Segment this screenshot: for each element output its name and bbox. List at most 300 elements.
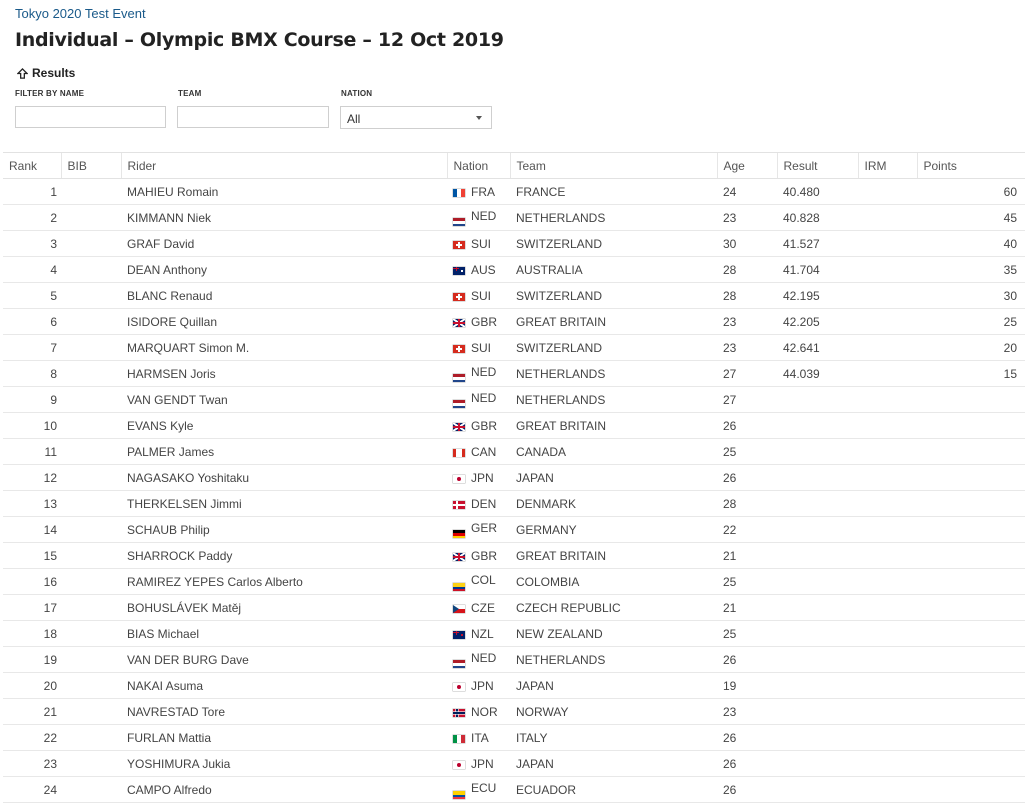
cell-points: 20: [917, 335, 1025, 361]
cell-bib: [61, 335, 121, 361]
nation-code: CAN: [471, 444, 497, 459]
table-row[interactable]: [3, 569, 1025, 595]
table-row[interactable]: [3, 465, 1025, 491]
nation-code: DEN: [471, 496, 497, 511]
cell-rank: 5: [3, 283, 61, 309]
cell-irm: [858, 387, 917, 413]
column-header-age[interactable]: Age: [717, 153, 777, 179]
cell-team: SWITZERLAND: [510, 231, 717, 257]
flag-jpn-icon: [453, 761, 465, 769]
cell-points: [917, 517, 1025, 543]
cell-rank: 24: [3, 777, 61, 803]
cell-rider[interactable]: MAHIEU Romain: [121, 179, 447, 205]
flag-aus-icon: [453, 267, 465, 275]
cell-bib: [61, 673, 121, 699]
table-row[interactable]: [3, 257, 1025, 283]
cell-points: 45: [917, 205, 1025, 231]
cell-rank: 8: [3, 361, 61, 387]
cell-result: [777, 543, 858, 569]
cell-irm: [858, 621, 917, 647]
cell-irm: [858, 205, 917, 231]
cell-rider[interactable]: VAN DER BURG Dave: [121, 647, 447, 673]
cell-result: [777, 595, 858, 621]
nation-select-value: All: [347, 112, 361, 126]
cell-nation: [447, 439, 510, 465]
flag-sui-icon: [453, 345, 465, 353]
cell-rank: 15: [3, 543, 61, 569]
cell-team: GERMANY: [510, 517, 717, 543]
cell-result: [777, 387, 858, 413]
cell-bib: [61, 439, 121, 465]
cell-irm: [858, 439, 917, 465]
column-header-rider[interactable]: Rider: [121, 153, 447, 179]
cell-result: [777, 699, 858, 725]
cell-age: 28: [717, 283, 777, 309]
cell-rider[interactable]: ISIDORE Quillan: [121, 309, 447, 335]
nation-code: NED: [471, 208, 497, 223]
table-row[interactable]: [3, 335, 1025, 361]
cell-points: [917, 699, 1025, 725]
table-row[interactable]: [3, 309, 1025, 335]
nation-code: GBR: [471, 314, 498, 329]
cell-rank: 12: [3, 465, 61, 491]
nation-code: JPN: [471, 470, 494, 485]
table-row[interactable]: [3, 725, 1025, 751]
cell-age: 25: [717, 621, 777, 647]
cell-age: 26: [717, 751, 777, 777]
flag-den-icon: [453, 501, 465, 509]
cell-bib: [61, 595, 121, 621]
cell-bib: [61, 309, 121, 335]
nation-code: GBR: [471, 548, 498, 563]
cell-irm: [858, 257, 917, 283]
cell-nation: [447, 179, 510, 205]
cell-rider[interactable]: BOHUSLÁVEK Matěj: [121, 595, 447, 621]
nation-code: JPN: [471, 756, 494, 771]
table-row[interactable]: [3, 439, 1025, 465]
cell-bib: [61, 179, 121, 205]
cell-result: [777, 777, 858, 803]
column-header-team[interactable]: Team: [510, 153, 717, 179]
cell-result: 44.039: [777, 361, 858, 387]
cell-nation: [447, 465, 510, 491]
cell-age: 24: [717, 179, 777, 205]
nation-code: GBR: [471, 418, 498, 433]
cell-nation: [447, 751, 510, 777]
flag-jpn-icon: [453, 475, 465, 483]
cell-team: NETHERLANDS: [510, 361, 717, 387]
cell-age: 19: [717, 673, 777, 699]
cell-result: [777, 647, 858, 673]
cell-rank: 10: [3, 413, 61, 439]
cell-age: 28: [717, 257, 777, 283]
cell-nation: [447, 387, 510, 413]
event-link[interactable]: Tokyo 2020 Test Event: [15, 6, 146, 21]
cell-points: 25: [917, 309, 1025, 335]
cell-age: 25: [717, 439, 777, 465]
cell-rider[interactable]: NAVRESTAD Tore: [121, 699, 447, 725]
cell-result: [777, 673, 858, 699]
cell-rider[interactable]: YOSHIMURA Jukia: [121, 751, 447, 777]
cell-nation: [447, 309, 510, 335]
cell-result: [777, 413, 858, 439]
cell-age: 27: [717, 387, 777, 413]
cell-irm: [858, 699, 917, 725]
cell-points: [917, 387, 1025, 413]
cell-rider[interactable]: SHARROCK Paddy: [121, 543, 447, 569]
flag-can-icon: [453, 449, 465, 457]
cell-nation: [447, 595, 510, 621]
table-row[interactable]: [3, 491, 1025, 517]
flag-nzl-icon: [453, 631, 465, 639]
cell-nation: [447, 517, 510, 543]
cell-result: [777, 517, 858, 543]
nation-code: NED: [471, 390, 497, 405]
cell-rank: 17: [3, 595, 61, 621]
nation-code: COL: [471, 572, 496, 587]
flag-ita-icon: [453, 735, 465, 743]
flag-ned-icon: [453, 400, 465, 408]
cell-team: NETHERLANDS: [510, 205, 717, 231]
nation-code: GER: [471, 520, 498, 535]
cell-rank: 1: [3, 179, 61, 205]
column-header-rank[interactable]: Rank: [3, 153, 61, 179]
cell-rider[interactable]: HARMSEN Joris: [121, 361, 447, 387]
flag-col-icon: [453, 583, 465, 591]
cell-rider[interactable]: NAGASAKO Yoshitaku: [121, 465, 447, 491]
cell-nation: [447, 205, 510, 231]
cell-nation: [447, 543, 510, 569]
cell-age: 23: [717, 205, 777, 231]
cell-bib: [61, 777, 121, 803]
cell-rider[interactable]: THERKELSEN Jimmi: [121, 491, 447, 517]
table-row[interactable]: [3, 543, 1025, 569]
cell-rank: 14: [3, 517, 61, 543]
cell-bib: [61, 725, 121, 751]
cell-irm: [858, 569, 917, 595]
cell-team: ECUADOR: [510, 777, 717, 803]
cell-age: 26: [717, 465, 777, 491]
filter-team-label: TEAM: [178, 89, 202, 98]
cell-bib: [61, 387, 121, 413]
cell-bib: [61, 413, 121, 439]
cell-age: 23: [717, 699, 777, 725]
filter-name-input[interactable]: [15, 106, 166, 128]
nation-code: NOR: [471, 704, 498, 719]
cell-irm: [858, 413, 917, 439]
results-heading-label: Results: [32, 66, 76, 80]
cell-rank: 19: [3, 647, 61, 673]
cell-points: [917, 543, 1025, 569]
table-row[interactable]: [3, 231, 1025, 257]
table-row[interactable]: [3, 621, 1025, 647]
cell-bib: [61, 465, 121, 491]
cell-bib: [61, 257, 121, 283]
cell-points: 40: [917, 231, 1025, 257]
cell-nation: [447, 361, 510, 387]
cell-irm: [858, 777, 917, 803]
table-row[interactable]: [3, 595, 1025, 621]
cell-irm: [858, 361, 917, 387]
cell-rider[interactable]: CAMPO Alfredo: [121, 777, 447, 803]
nation-code: SUI: [471, 236, 492, 251]
cell-rank: 16: [3, 569, 61, 595]
cell-nation: [447, 283, 510, 309]
cell-points: 30: [917, 283, 1025, 309]
cell-points: [917, 413, 1025, 439]
flag-ecu-icon: [453, 791, 465, 799]
cell-rider[interactable]: VAN GENDT Twan: [121, 387, 447, 413]
cell-irm: [858, 673, 917, 699]
cell-points: [917, 569, 1025, 595]
cell-irm: [858, 751, 917, 777]
cell-result: [777, 439, 858, 465]
cell-age: 26: [717, 725, 777, 751]
flag-gbr-icon: [453, 423, 465, 431]
cell-points: [917, 751, 1025, 777]
nation-code: NZL: [471, 626, 494, 641]
cell-rank: 18: [3, 621, 61, 647]
table-row[interactable]: [3, 283, 1025, 309]
cell-result: 41.704: [777, 257, 858, 283]
cell-points: [917, 673, 1025, 699]
cell-result: 41.527: [777, 231, 858, 257]
table-row[interactable]: [3, 699, 1025, 725]
cell-result: [777, 725, 858, 751]
table-row[interactable]: [3, 205, 1025, 231]
filter-name-label: FILTER BY NAME: [15, 89, 85, 98]
table-row[interactable]: [3, 673, 1025, 699]
chevron-down-icon: [476, 116, 482, 120]
cell-rider[interactable]: SCHAUB Philip: [121, 517, 447, 543]
table-row[interactable]: [3, 387, 1025, 413]
table-row[interactable]: [3, 751, 1025, 777]
cell-team: CZECH REPUBLIC: [510, 595, 717, 621]
cell-team: SWITZERLAND: [510, 335, 717, 361]
cell-nation: [447, 647, 510, 673]
cell-rider[interactable]: DEAN Anthony: [121, 257, 447, 283]
cell-points: [917, 439, 1025, 465]
cell-nation: [447, 699, 510, 725]
cell-points: 15: [917, 361, 1025, 387]
cell-irm: [858, 335, 917, 361]
cell-rank: 21: [3, 699, 61, 725]
cell-rider[interactable]: RAMIREZ YEPES Carlos Alberto: [121, 569, 447, 595]
flag-fra-icon: [453, 189, 465, 197]
flag-sui-icon: [453, 293, 465, 301]
cell-rider[interactable]: GRAF David: [121, 231, 447, 257]
cell-team: JAPAN: [510, 751, 717, 777]
nation-code: CZE: [471, 600, 495, 615]
cell-irm: [858, 179, 917, 205]
cell-result: [777, 621, 858, 647]
cell-team: SWITZERLAND: [510, 283, 717, 309]
results-toggle-icon: [17, 68, 28, 79]
cell-bib: [61, 361, 121, 387]
cell-nation: [447, 491, 510, 517]
cell-rider[interactable]: EVANS Kyle: [121, 413, 447, 439]
cell-nation: [447, 621, 510, 647]
cell-irm: [858, 231, 917, 257]
cell-rank: 4: [3, 257, 61, 283]
cell-result: [777, 465, 858, 491]
nation-select[interactable]: [340, 106, 492, 129]
cell-age: 21: [717, 595, 777, 621]
cell-bib: [61, 231, 121, 257]
filter-team-input[interactable]: [177, 106, 329, 128]
cell-team: GREAT BRITAIN: [510, 543, 717, 569]
cell-team: NETHERLANDS: [510, 647, 717, 673]
cell-bib: [61, 647, 121, 673]
cell-nation: [447, 777, 510, 803]
column-header-points[interactable]: Points: [917, 153, 1025, 179]
cell-bib: [61, 491, 121, 517]
cell-result: 40.480: [777, 179, 858, 205]
cell-age: 25: [717, 569, 777, 595]
nation-code: SUI: [471, 288, 492, 303]
cell-bib: [61, 283, 121, 309]
cell-rider[interactable]: BLANC Renaud: [121, 283, 447, 309]
flag-cze-icon: [453, 605, 465, 613]
cell-age: 21: [717, 543, 777, 569]
cell-rider[interactable]: NAKAI Asuma: [121, 673, 447, 699]
cell-result: 42.641: [777, 335, 858, 361]
cell-rank: 20: [3, 673, 61, 699]
cell-rank: 13: [3, 491, 61, 517]
cell-rank: 22: [3, 725, 61, 751]
cell-team: JAPAN: [510, 673, 717, 699]
flag-sui-icon: [453, 241, 465, 249]
page-title: Individual – Olympic BMX Course – 12 Oct 2019: [15, 29, 504, 51]
cell-result: [777, 751, 858, 777]
column-header-bib[interactable]: BIB: [61, 153, 121, 179]
cell-irm: [858, 517, 917, 543]
cell-rider[interactable]: PALMER James: [121, 439, 447, 465]
flag-ger-icon: [453, 530, 465, 538]
cell-age: 30: [717, 231, 777, 257]
column-header-result[interactable]: Result: [777, 153, 858, 179]
cell-points: 35: [917, 257, 1025, 283]
filter-nation-label: NATION: [341, 89, 373, 98]
cell-nation: [447, 257, 510, 283]
cell-team: GREAT BRITAIN: [510, 413, 717, 439]
cell-irm: [858, 491, 917, 517]
results-table-body: [3, 179, 1025, 803]
cell-team: FRANCE: [510, 179, 717, 205]
cell-nation: [447, 725, 510, 751]
cell-rider[interactable]: MARQUART Simon M.: [121, 335, 447, 361]
cell-bib: [61, 751, 121, 777]
nation-code: NED: [471, 650, 497, 665]
nation-code: ECU: [471, 780, 497, 795]
cell-points: [917, 777, 1025, 803]
results-heading[interactable]: [17, 66, 75, 80]
cell-irm: [858, 725, 917, 751]
nation-code: JPN: [471, 678, 494, 693]
cell-points: [917, 647, 1025, 673]
cell-bib: [61, 569, 121, 595]
cell-rank: 2: [3, 205, 61, 231]
cell-points: 60: [917, 179, 1025, 205]
cell-team: AUSTRALIA: [510, 257, 717, 283]
cell-points: [917, 621, 1025, 647]
flag-ned-icon: [453, 374, 465, 382]
flag-ned-icon: [453, 660, 465, 668]
cell-irm: [858, 283, 917, 309]
cell-rider[interactable]: FURLAN Mattia: [121, 725, 447, 751]
cell-points: [917, 491, 1025, 517]
cell-bib: [61, 621, 121, 647]
cell-result: 42.195: [777, 283, 858, 309]
cell-result: [777, 491, 858, 517]
cell-age: 26: [717, 647, 777, 673]
table-row[interactable]: [3, 777, 1025, 803]
cell-team: NETHERLANDS: [510, 387, 717, 413]
flag-jpn-icon: [453, 683, 465, 691]
cell-age: 23: [717, 309, 777, 335]
column-header-nation[interactable]: Nation: [447, 153, 510, 179]
cell-rider[interactable]: BIAS Michael: [121, 621, 447, 647]
cell-age: 26: [717, 413, 777, 439]
cell-team: GREAT BRITAIN: [510, 309, 717, 335]
table-row[interactable]: [3, 413, 1025, 439]
column-header-irm[interactable]: IRM: [858, 153, 917, 179]
table-row[interactable]: [3, 647, 1025, 673]
cell-result: 40.828: [777, 205, 858, 231]
cell-rider[interactable]: KIMMANN Niek: [121, 205, 447, 231]
cell-team: NORWAY: [510, 699, 717, 725]
cell-rank: 7: [3, 335, 61, 361]
cell-nation: [447, 335, 510, 361]
cell-irm: [858, 465, 917, 491]
nation-code: NED: [471, 364, 497, 379]
cell-team: ITALY: [510, 725, 717, 751]
table-row[interactable]: [3, 517, 1025, 543]
table-row[interactable]: [3, 361, 1025, 387]
nation-code: SUI: [471, 340, 492, 355]
cell-rank: 11: [3, 439, 61, 465]
flag-ned-icon: [453, 218, 465, 226]
cell-team: NEW ZEALAND: [510, 621, 717, 647]
cell-age: 22: [717, 517, 777, 543]
cell-nation: [447, 231, 510, 257]
cell-age: 28: [717, 491, 777, 517]
nation-code: AUS: [471, 262, 496, 277]
cell-result: [777, 569, 858, 595]
cell-rank: 3: [3, 231, 61, 257]
cell-irm: [858, 309, 917, 335]
flag-nor-icon: [453, 709, 465, 717]
cell-bib: [61, 543, 121, 569]
cell-result: 42.205: [777, 309, 858, 335]
cell-team: DENMARK: [510, 491, 717, 517]
cell-bib: [61, 205, 121, 231]
cell-points: [917, 725, 1025, 751]
results-table: [3, 152, 1025, 803]
cell-irm: [858, 543, 917, 569]
cell-bib: [61, 517, 121, 543]
cell-rank: 6: [3, 309, 61, 335]
table-row[interactable]: [3, 179, 1025, 205]
nation-code: FRA: [471, 184, 495, 199]
cell-nation: [447, 413, 510, 439]
cell-age: 23: [717, 335, 777, 361]
cell-age: 26: [717, 777, 777, 803]
cell-nation: [447, 673, 510, 699]
cell-points: [917, 595, 1025, 621]
cell-team: JAPAN: [510, 465, 717, 491]
cell-age: 27: [717, 361, 777, 387]
